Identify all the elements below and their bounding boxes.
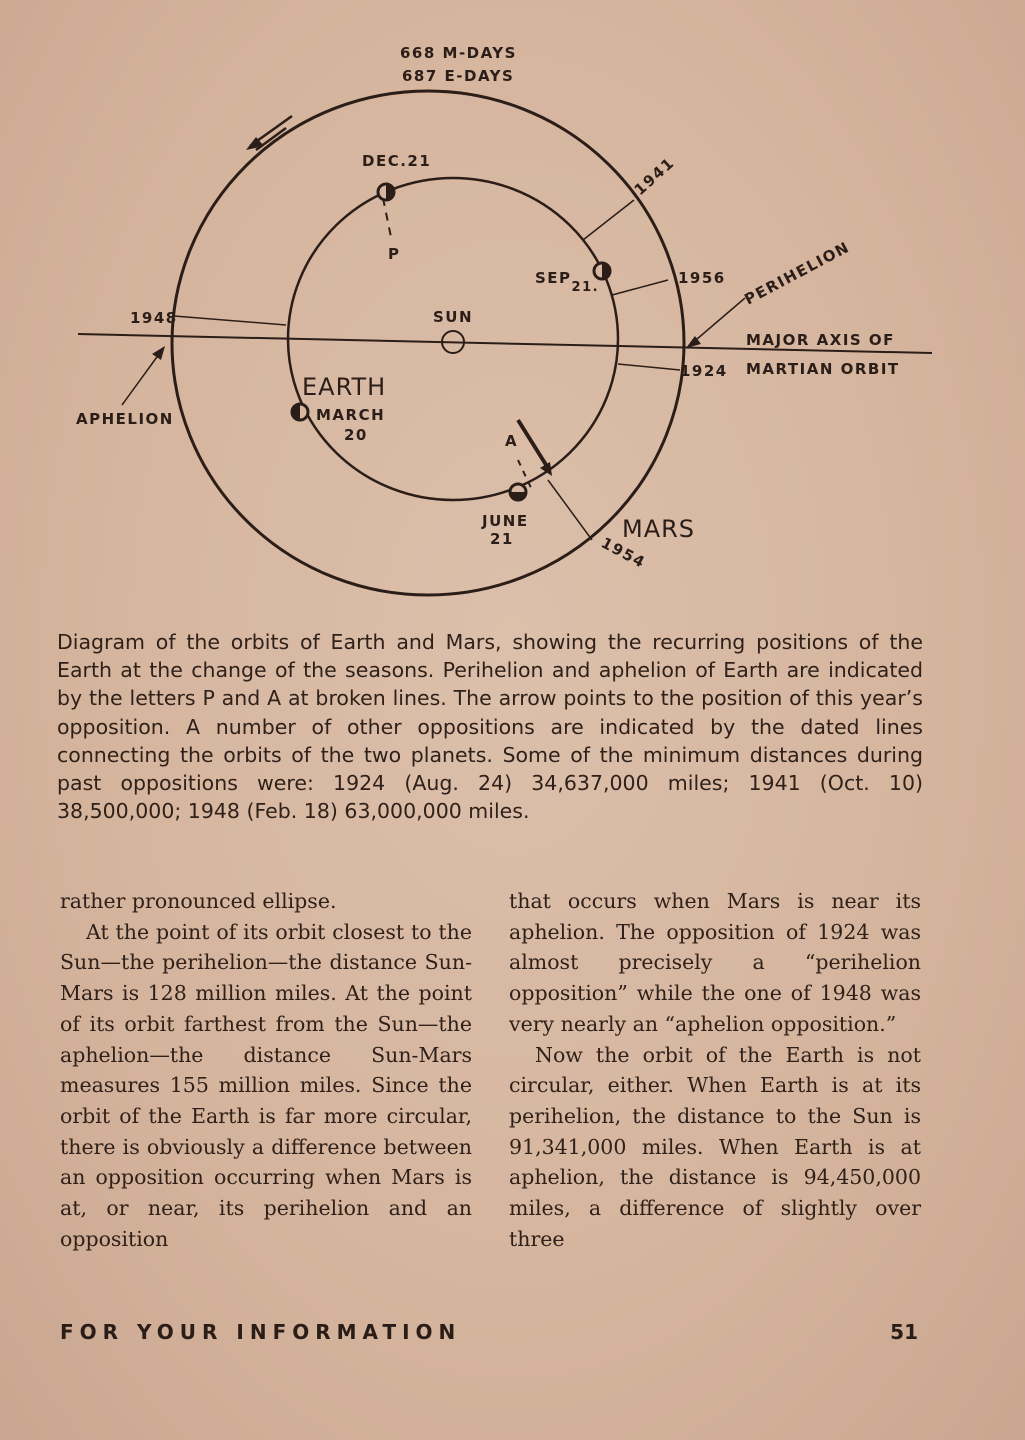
year-1956-label: 1956: [678, 269, 726, 287]
june21-label-line1: JUNE: [482, 512, 529, 530]
body-column-left: [60, 886, 472, 1254]
dec21-label: DEC.21: [362, 152, 432, 170]
footer-section-label: FOR YOUR INFORMATION: [60, 1320, 462, 1344]
perihelion-broken-line: [383, 198, 392, 242]
mars-label: MARS: [622, 515, 696, 543]
opposition-line-1948: [174, 316, 286, 325]
aphelion-pointer: [122, 350, 162, 405]
opposition-line-1924: [618, 364, 680, 370]
opposition-line-1954: [548, 480, 592, 540]
orbit-diagram: [0, 0, 1025, 620]
sep21-label: SEP21.: [535, 269, 600, 295]
perihelion-label: PERIHELION: [741, 237, 853, 309]
earth-label: EARTH: [302, 373, 387, 401]
earth-period-label: 687 E-DAYS: [402, 67, 515, 85]
year-1954-label: 1954: [598, 533, 649, 572]
march20-label-line2: 20: [344, 426, 368, 444]
figure-caption: Diagram of the orbits of Earth and Mars, showing the recurring positions of the Earth at the change of the seasons. Perihelion and aphelion of Earth are indicated by the letters P and A at broken lines. The arrow points to the position of this year’s opposition. A number of other oppositions are indicated by the dated lines connecting the orbits of the two planets. Some of the minimum distances during past oppositions were: 1924 (Aug. 24) 34,637,000 miles; 1941 (Oct. 10) 38,500,000; 1948 (Feb. 18) 63,000,000 miles.: [57, 630, 923, 824]
opposition-arrow: [518, 420, 548, 468]
year-1924-label: 1924: [680, 362, 728, 380]
major-axis-label-line1: MAJOR AXIS OF: [746, 331, 895, 349]
body-paragraph: that occurs when Mars is near its aphelion. The opposition of 1924 was almost precisely a “perihelion opposition” while the one of 1948 was very nearly an “aphelion opposition.”: [509, 889, 921, 1036]
march20-label-line1: MARCH: [316, 406, 386, 424]
aphelion-label: APHELION: [76, 410, 174, 428]
body-column-right: [509, 886, 921, 1254]
body-paragraph: At the point of its orbit closest to the Sun—the perihelion—the distance Sun-Mars is 128 million miles. At the point of its orbit farthest from the Sun—the aphelion—the distance Sun-Mars measures 155 million miles. Since the orbit of the Earth is far more circular, there is obviously a difference between an opposition occurring when Mars is at, or near, its perihelion and an opposition: [60, 919, 472, 1251]
body-paragraph: rather pronounced ellipse.: [60, 889, 337, 913]
page-number: 51: [890, 1320, 918, 1344]
sun-label: SUN: [433, 308, 474, 326]
opposition-line-1956: [612, 280, 668, 295]
major-axis-label-line2: MARTIAN ORBIT: [746, 360, 900, 378]
aphelion-arrowhead: [152, 346, 165, 360]
a-label: A: [505, 432, 519, 450]
p-label: P: [388, 245, 401, 263]
june21-label-line2: 21: [490, 530, 514, 548]
opposition-line-1941: [583, 200, 634, 240]
perihelion-pointer: [690, 298, 745, 345]
year-1941-label: 1941: [630, 153, 679, 199]
mars-period-label: 668 M-DAYS: [400, 44, 517, 62]
year-1948-label: 1948: [130, 309, 178, 327]
body-paragraph: Now the orbit of the Earth is not circular, either. When Earth is at its perihelion, the distance to the Sun is 91,341,000 miles. When Earth is at aphelion, the distance is 94,450,000 miles, a difference of slightly over three: [509, 1042, 921, 1251]
